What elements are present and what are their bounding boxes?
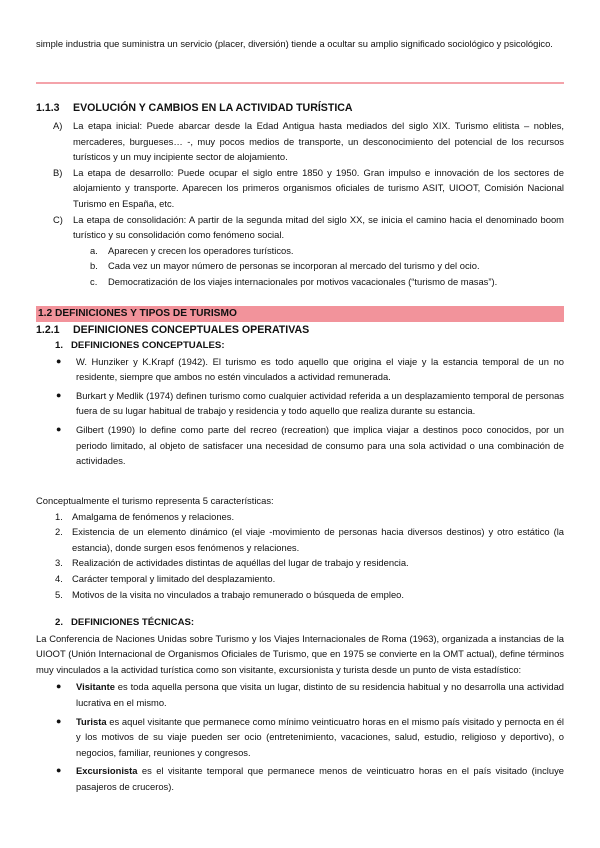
characteristics-list [36, 509, 564, 603]
bullet-icon: ● [56, 389, 62, 400]
list-item: ● Burkart y Medlik (1974) definen turismo como cualquier actividad referida a un desplazamiento temporal de personas fuera de su lugar habitual de trabajo y residencia y todo aquello que realiza durante su estancia. [36, 388, 564, 419]
technical-definitions-block: 2. DEFINICIONES TÉCNICAS: La Conferencia de Naciones Unidas sobre Turismo y los Viajes Internacionales de Roma (1963), organizada a instancias de la UIOOT (Unión Internacional de Organismos Oficiales de Turismo, que en 1975 se convierte en la OMT actual), define términos muy vinculados a la actividad turística como son visitante, excursionista y turista desde un punto de vista estadístico: ● Visitante es toda aquella persona que visita un lugar, distinto de su residencia habitual y no desarrolla una actividad lucrativa en el mismo. ● Turista es aquel visitante que permanece como mínimo veinticuatro horas en el mismo país visitado y pernocta en él y los motivos de su viaje pueden ser ocio (entretenimiento, vacaciones, salud, estudio, religioso y deportivo), o negocios, familiar, reuniones y congresos. ● Excursionista es el visitante temporal que permanece menos de veinticuatro horas en el país visitado (incluye pasajeros de cruceros). [36, 615, 564, 795]
list-item: B) La etapa de desarrollo: Puede ocupar el siglo entre 1850 y 1950. Gran impulso e innovación de los sectores de alojamiento y transporte. Aparecen los primeros organismos oficiales de turismo ASIT, UIOOT, Comisión Nacional Turismo en España, etc. [53, 166, 564, 209]
list-item: ● Gilbert (1990) lo define como parte del recreo (recreation) que implica viajar a destinos poco conocidos, por un periodo limitado, al objeto de satisfacer una necesidad de consumo para una sola actividad o una combinación de actividades. [36, 422, 564, 469]
bullet-icon: ● [56, 765, 62, 776]
list-item: ● Excursionista es el visitante temporal que permanece menos de veinticuatro horas en el país visitado (incluye pasajeros de cruceros). [36, 763, 564, 794]
definition-bullets [36, 354, 564, 469]
list-item: ● Turista es aquel visitante que permanece como mínimo veinticuatro horas en el mismo país visitado y pernocta en él y los motivos de su viaje pueden ser ocio (entretenimiento, vacaciones, salud, estudio, religioso y deportivo), o negocios, familiar, reuniones y congresos. [36, 714, 564, 761]
subsection-heading: 2. DEFINICIONES TÉCNICAS: [55, 617, 195, 628]
bullet-icon: ● [56, 423, 62, 434]
intro-paragraph: simple industria que suministra un servicio (placer, diversión) tiende a ocultar su amplio significado sociológico y psicológico. [36, 38, 553, 49]
section-1-2-1 [36, 323, 564, 469]
stage-list [36, 118, 564, 243]
list-item: ● Visitante es toda aquella persona que visita un lugar, distinto de su residencia habitual y no desarrolla una actividad lucrativa en el mismo. [36, 679, 564, 710]
list-item: 5. Motivos de la visita no vinculados a trabajo remunerado o búsqueda de empleo. [55, 588, 404, 600]
bullet-icon: ● [56, 355, 62, 366]
list-item: 2. Existencia de un elemento dinámico (el viaje -movimiento de personas hacia diversos destinos) y otro estático (la estancia), donde surgen esos fenómenos y relaciones. [55, 526, 564, 553]
list-item: A) La etapa inicial: Puede abarcar desde la Edad Antigua hasta mediados del siglo XIX. Turismo elitista – nobles, mercaderes, burgueses… -, muy pocos medios de transporte, un desconocimiento del potencial de los recursos turísticos y un muy incipiente sector de alojamiento. [53, 120, 564, 163]
subsection-heading: 1. DEFINICIONES CONCEPTUALES: [55, 340, 225, 351]
section-heading: 1.1.3 EVOLUCIÓN Y CAMBIOS EN LA ACTIVIDAD TURÍSTICA [36, 102, 353, 114]
bullet-icon: ● [56, 681, 62, 692]
characteristics-block: Conceptualmente el turismo representa 5 características: 1. Amalgama de fenómenos y relaciones. 2. Existencia de un elemento dinámico (el viaje -movimiento de personas hacia diversos destinos) y otro estático (la estancia), donde surgen esos fenómenos y relaciones. 3. Realización de actividades distintas de aquéllas del lugar de trabajo y residencia. 4. Carácter temporal y limitado del desplazamiento. 5. Motivos de la visita no vinculados a trabajo remunerado o búsqueda de empleo. [36, 493, 564, 602]
bullet-icon: ● [56, 715, 62, 726]
list-item: 4. Carácter temporal y limitado del desplazamiento. [55, 572, 276, 584]
list-item: C) La etapa de consolidación: A partir de la segunda mitad del siglo XX, se inicia el camino hacia el denominado boom turístico y su consolidación como fenómeno social. [53, 213, 564, 241]
section-heading: 1.2.1 DEFINICIONES CONCEPTUALES OPERATIVAS [36, 324, 310, 336]
section-banner: 1.2 DEFINICIONES Y TIPOS DE TURISMO [36, 306, 564, 322]
sub-list [90, 243, 564, 290]
list-item: b. Cada vez un mayor número de personas se incorporan al mercado del turismo y del ocio. [90, 260, 480, 272]
list-item: ● W. Hunziker y K.Krapf (1942). El turismo es todo aquello que origina el viaje y la estancia temporal de un no residente, siempre que ambos no estén vinculados a actividad remunerada. [36, 354, 564, 385]
list-item: a. Aparecen y crecen los operadores turísticos. [90, 244, 294, 256]
list-item: 1. Amalgama de fenómenos y relaciones. [55, 510, 235, 522]
list-item: 3. Realización de actividades distintas de aquéllas del lugar de trabajo y residencia. [55, 557, 409, 569]
section-divider [36, 82, 564, 84]
list-item: c. Democratización de los viajes internacionales por motivos vacacionales (“turismo de masas”). [90, 275, 498, 287]
technical-bullets [36, 679, 564, 794]
section-1-1-3 [36, 101, 564, 290]
